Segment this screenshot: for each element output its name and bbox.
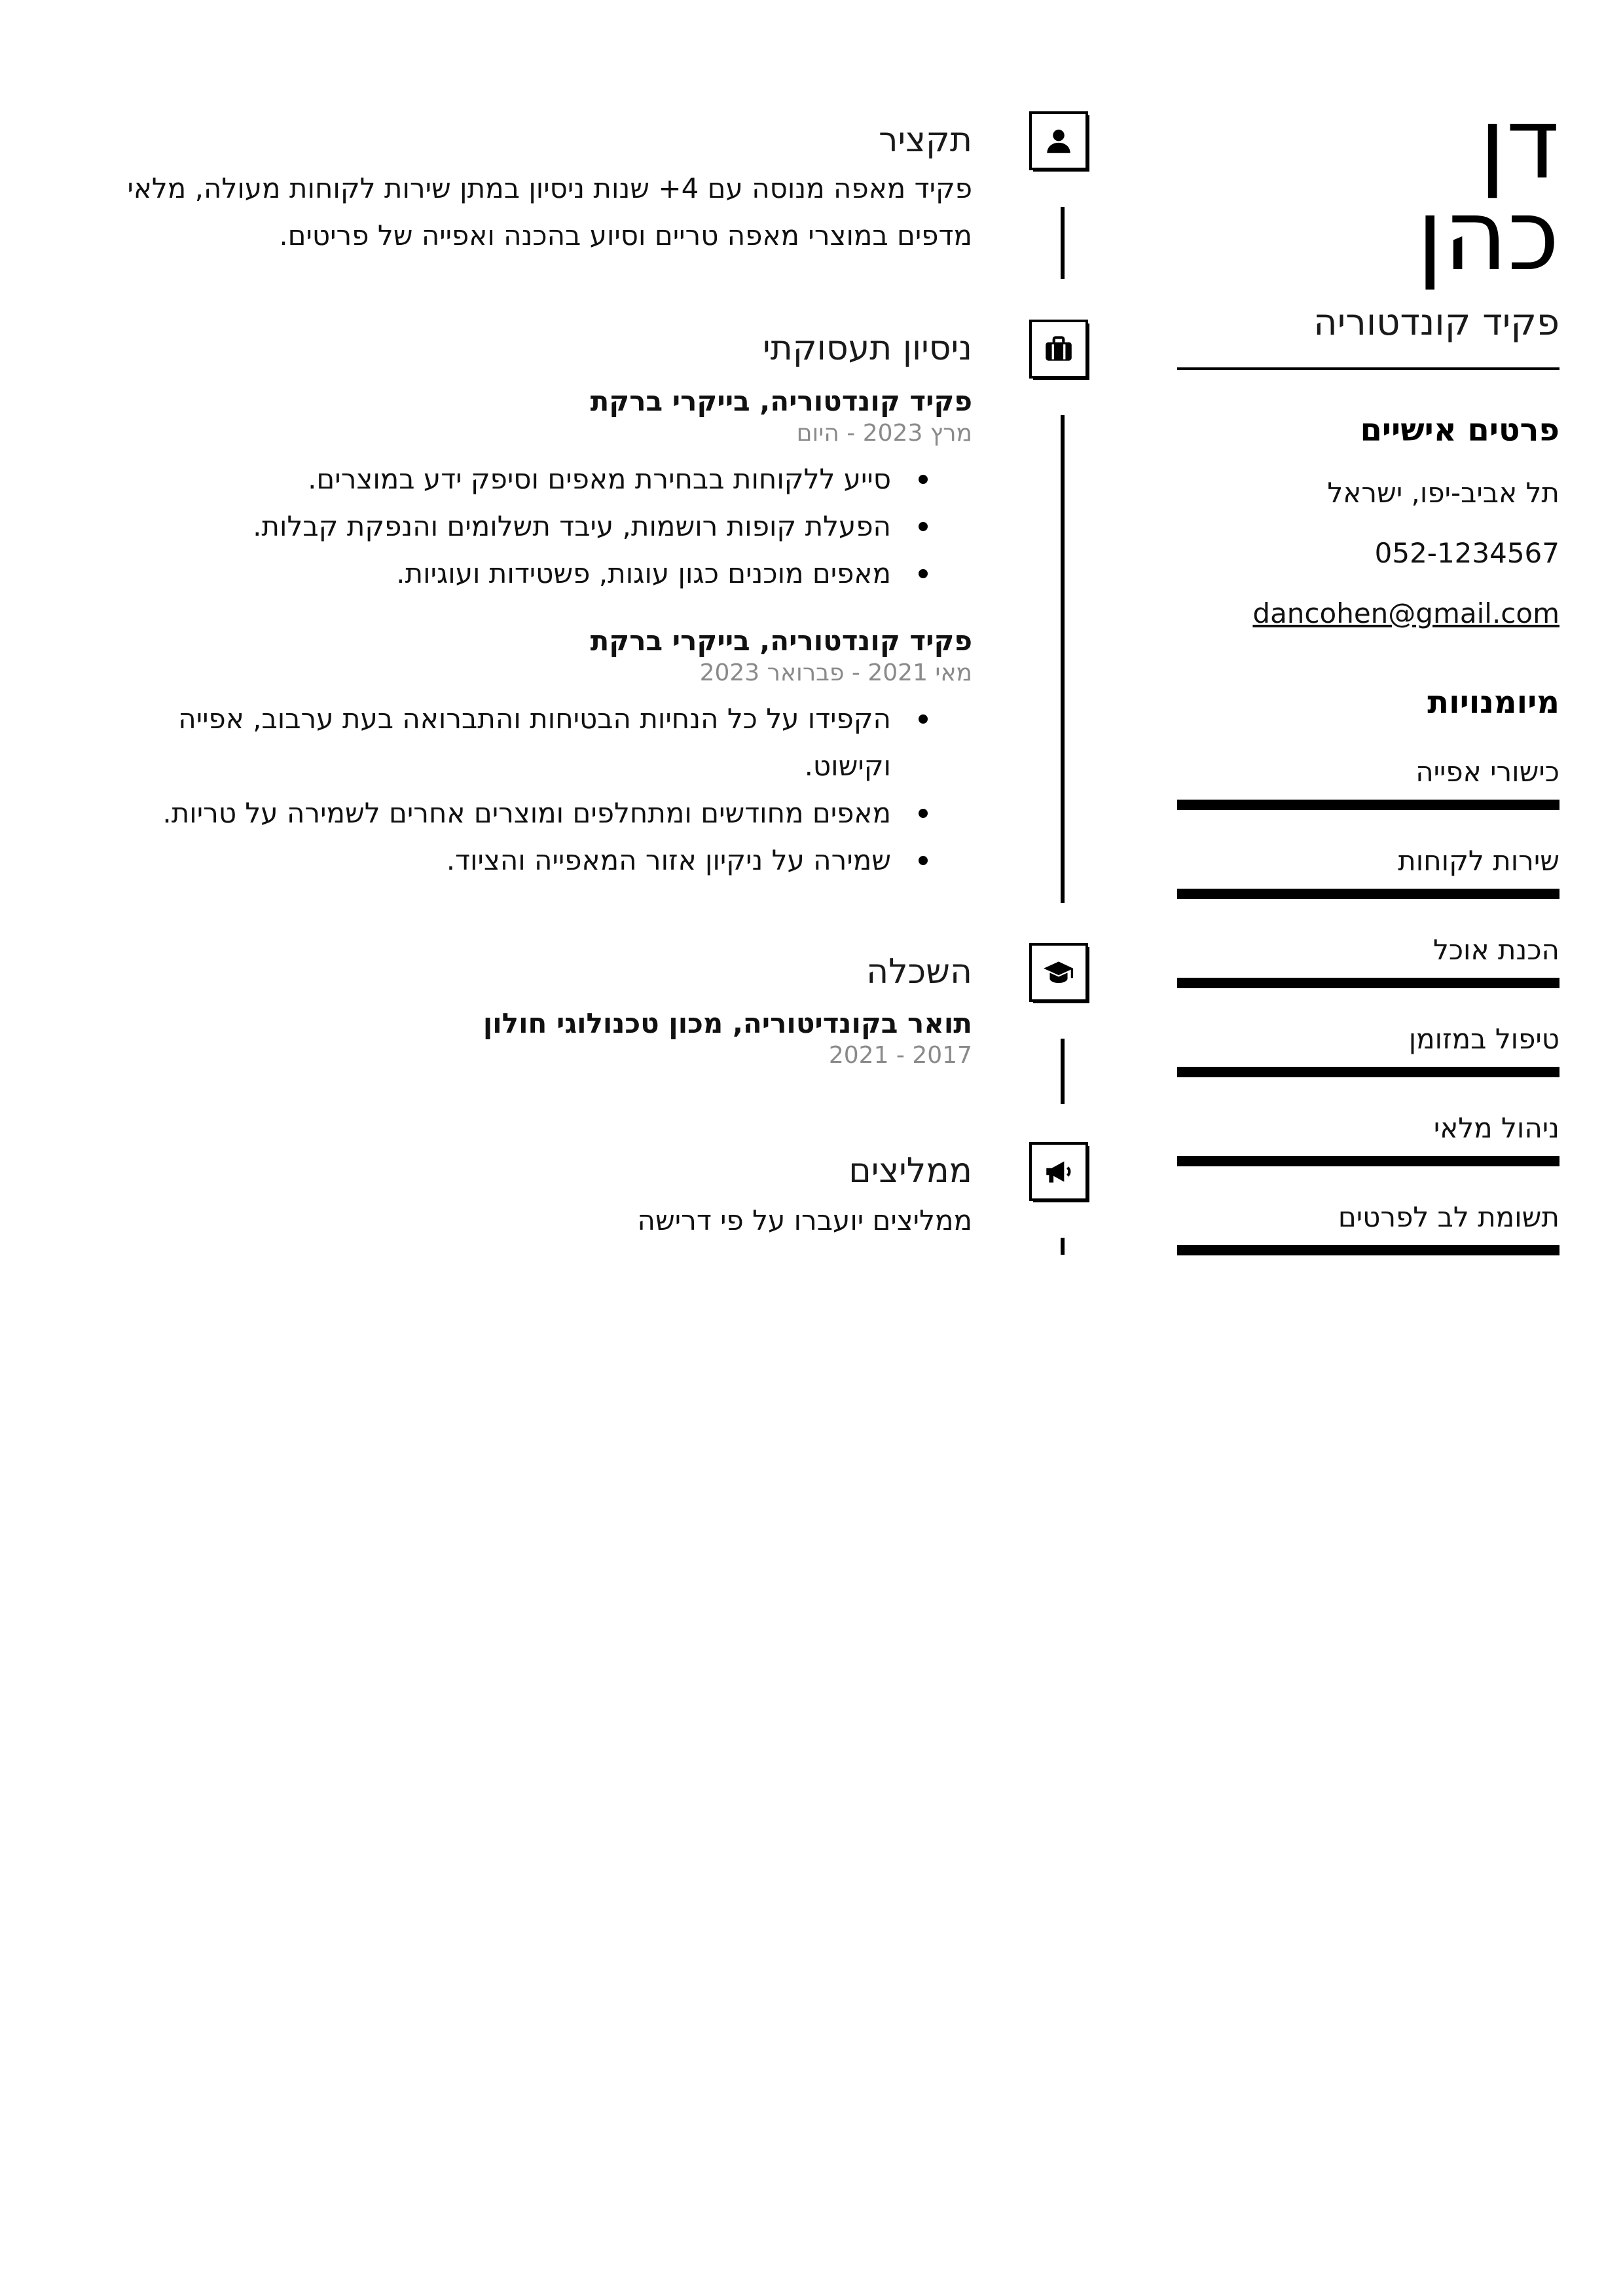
list-item [115, 456, 891, 503]
education-dates: 2017 - 2021 [828, 1042, 972, 1069]
bullet-text: סייע ללקוחות בבחירת מאפים וסיפק ידע במוצרים. [308, 463, 891, 495]
summary-section [115, 119, 972, 259]
bullet-dot [919, 522, 928, 531]
experience-section [115, 327, 972, 884]
graduation-cap-icon [1029, 943, 1088, 1002]
summary-text: פקיד מאפה מנוסה עם 4+ שנות ניסיון במתן שירות לקוחות מעולה, מלאי מדפים במוצרי מאפה טריים וסיוע בהכנה ואפייה של פריטים. [127, 172, 972, 251]
bullet-text: מאפים מוכנים כגון עוגות, פשטידות ועוגיות. [396, 557, 891, 589]
skill-label: כישורי אפייה [1415, 756, 1559, 788]
job-entry [115, 384, 972, 597]
skill-label: תשומת לב לפרטים [1338, 1201, 1559, 1233]
job-title: פקיד קונדטוריה, בייקרי ברקת [590, 385, 972, 417]
bullet-dot [919, 569, 928, 578]
skill-label: שירות לקוחות [1398, 845, 1559, 877]
degree-title: תואר בקונדיטוריה, מכון טכנולוגי חולון [483, 1007, 972, 1039]
skill-label: ניהול מלאי [1433, 1112, 1559, 1144]
skill-item [1177, 755, 1559, 810]
skills-heading: מיומנויות [1427, 684, 1559, 721]
timeline-line [1061, 207, 1065, 279]
skill-label: טיפול במזומן [1408, 1023, 1559, 1055]
skill-level-bar [1177, 1067, 1559, 1077]
sidebar [1177, 87, 1559, 1255]
skill-level-bar [1177, 800, 1559, 810]
user-icon [1029, 111, 1088, 170]
skill-level-bar [1177, 978, 1559, 988]
job-dates: מרץ 2023 - היום [796, 420, 972, 447]
skill-level-bar [1177, 1245, 1559, 1255]
skill-item [1177, 1022, 1559, 1077]
list-item [115, 837, 891, 884]
bullet-dot [919, 856, 928, 865]
education-section [115, 951, 972, 1070]
references-heading: ממליצים [848, 1151, 972, 1191]
personal-details-heading: פרטים אישיים [1360, 412, 1559, 449]
skills-list [1177, 755, 1559, 1255]
job-bullets [115, 695, 972, 884]
education-heading: השכלה [866, 952, 972, 991]
skill-item [1177, 1111, 1559, 1166]
bullet-text: הפעלת קופות רושמות, עיבד תשלומים והנפקת קבלות. [253, 510, 891, 542]
references-section [115, 1150, 972, 1244]
skill-item [1177, 844, 1559, 899]
skill-label: הכנת אוכל [1432, 934, 1559, 966]
skill-item [1177, 1200, 1559, 1255]
skill-level-bar [1177, 1156, 1559, 1166]
last-name: כהן [1416, 179, 1559, 293]
list-item [115, 695, 891, 790]
email-link[interactable]: dancohen@gmail.com [1252, 597, 1559, 629]
first-name: דן [1479, 87, 1559, 201]
location: תל אביב-יפו, ישראל [1327, 477, 1559, 509]
skill-item [1177, 933, 1559, 988]
job-bullets [115, 456, 972, 597]
divider [1177, 367, 1559, 370]
timeline-line [1061, 1238, 1065, 1255]
bullet-dot [919, 475, 928, 484]
bullet-text: הקפידו על כל הנחיות הבטיחות והתברואה בעת ערבוב, אפייה וקישוט. [178, 703, 891, 782]
job-entry [115, 623, 972, 884]
timeline-line [1061, 415, 1065, 903]
job-title: פקיד קונדטוריה, בייקרי ברקת [590, 625, 972, 657]
timeline-line [1061, 1039, 1065, 1104]
bullet-dot [919, 809, 928, 818]
summary-heading: תקציר [879, 120, 972, 160]
megaphone-icon [1029, 1142, 1088, 1201]
skill-level-bar [1177, 889, 1559, 899]
phone: 052-1234567 [1374, 537, 1559, 569]
list-item [115, 550, 891, 597]
references-text: ממליצים יועברו על פי דרישה [637, 1204, 972, 1236]
bullet-text: שמירה על ניקיון אזור המאפייה והציוד. [446, 844, 891, 876]
job-dates: מאי 2021 - פברואר 2023 [699, 659, 972, 686]
list-item [115, 503, 891, 550]
bullet-text: מאפים מחודשים ומתחלפים ומוצרים אחרים לשמירה על טריות. [162, 797, 891, 829]
job-title: פקיד קונדטוריה [1313, 301, 1559, 344]
bullet-dot [919, 714, 928, 724]
briefcase-icon [1029, 320, 1088, 379]
list-item [115, 790, 891, 837]
experience-heading: ניסיון תעסוקתי [762, 329, 972, 368]
